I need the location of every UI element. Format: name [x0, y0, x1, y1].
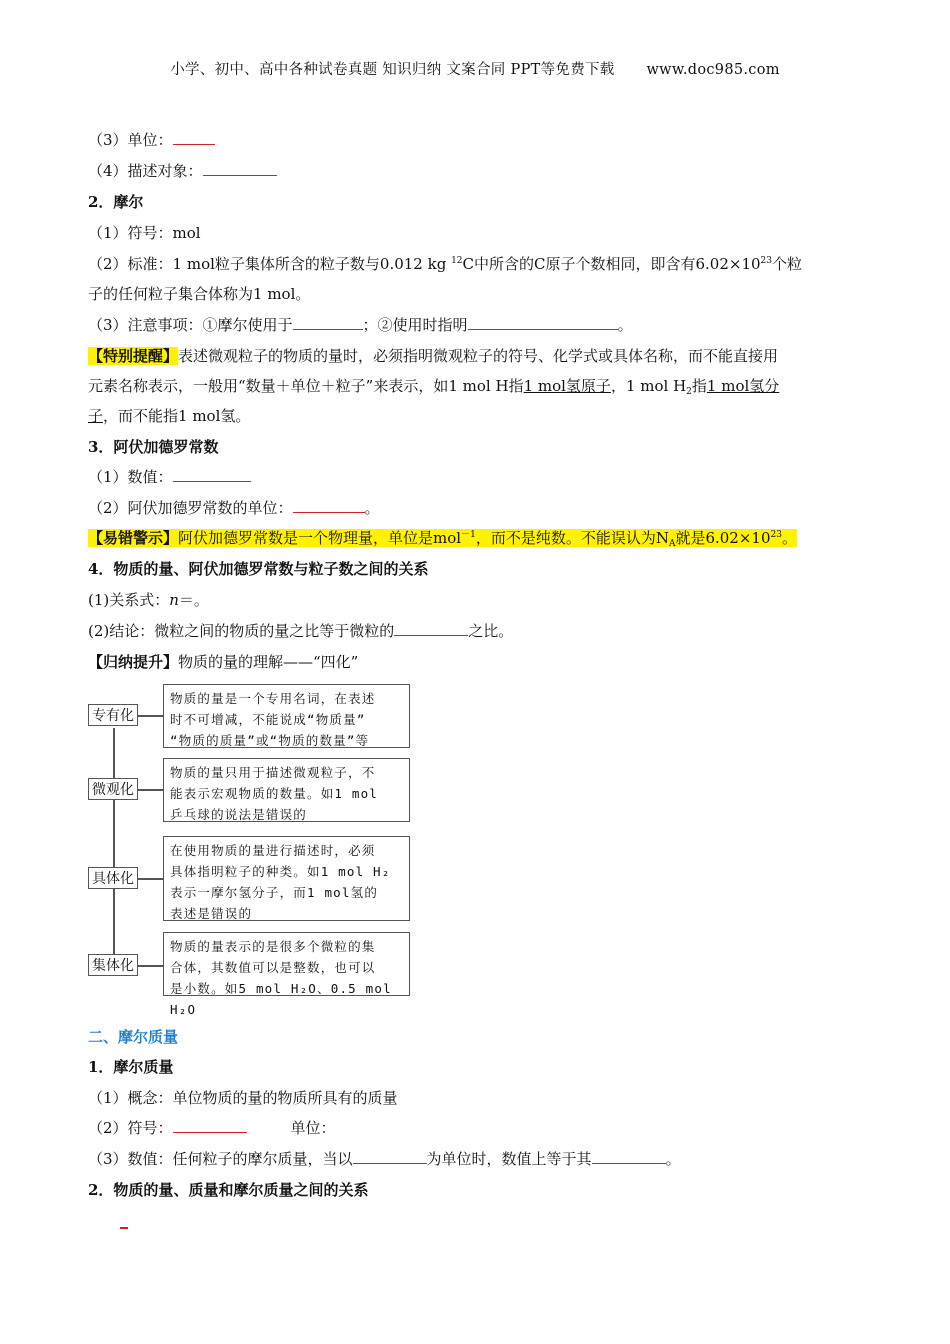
- mole-standard-line2: 子的任何粒子集合体称为1 mol。: [88, 285, 311, 303]
- box-specialized: 物质的量是一个专用名词，在表述 时不可增减，不能说成“物质量” “物质的质量”或“物质的数量”等: [163, 684, 410, 748]
- special-reminder: 【特别提醒】表述微观粒子的物质的量时，必须指明微观粒子的符号、化学式或具体名称，而不能直接用: [88, 347, 779, 365]
- relation-formula: (1)关系式：n＝。: [88, 591, 209, 609]
- answer-blank[interactable]: [592, 1149, 666, 1164]
- summary-heading: 【归纳提升】物质的量的理解——“四化”: [88, 653, 359, 671]
- answer-blank[interactable]: [353, 1149, 427, 1164]
- mole-standard: （2）标准：1 mol粒子集体所含的粒子数与0.012 kg $^{12}$C中所含的C原子个数相同，即含有$6.02\times 10^{23}$个粒: [88, 255, 803, 273]
- answer-blank[interactable]: [293, 498, 365, 513]
- relation-conclusion: (2)结论：微粒之间的物质的量之比等于微粒的 之比。: [88, 622, 514, 640]
- molar-mass-symbol: （2）符号： 单位：: [88, 1119, 336, 1137]
- molar-mass-relation-title: 2．物质的量、质量和摩尔质量之间的关系: [88, 1181, 369, 1199]
- answer-blank[interactable]: [173, 130, 215, 145]
- box-concrete: 在使用物质的量进行描述时，必须 具体指明粒子的种类。如1 mol H₂ 表示一摩尔氢分子，而1 mol氢的 表述是错误的: [163, 836, 410, 921]
- tag-concrete: 具体化: [88, 867, 138, 889]
- answer-blank[interactable]: [173, 1118, 247, 1133]
- answer-blank[interactable]: [293, 315, 363, 330]
- avogadro-value: （1）数值：: [88, 467, 251, 487]
- header-text: 小学、初中、高中各种试卷真题 知识归纳 文案合同 PPT等免费下载: [170, 62, 615, 78]
- unit-line: （3）单位：: [88, 130, 215, 150]
- mole-symbol: （1）符号：mol: [88, 224, 201, 242]
- tag-specialized: 专有化: [88, 704, 138, 726]
- avogadro-title: 3．阿伏加德罗常数: [88, 438, 219, 456]
- special-reminder-line3: 子，而不能指1 mol氢。: [88, 407, 251, 425]
- answer-blank[interactable]: [203, 161, 277, 176]
- section-title-molar-mass: 二、摩尔质量: [88, 1028, 179, 1046]
- molar-mass-title: 1．摩尔质量: [88, 1058, 174, 1076]
- object-line: （4）描述对象：: [88, 161, 277, 181]
- header-url: www.doc985.com: [646, 62, 780, 78]
- avogadro-unit: （2）阿伏加德罗常数的单位： 。: [88, 499, 380, 517]
- box-microscopic: 物质的量只用于描述微观粒子，不 能表示宏观物质的数量。如1 mol 乒乓球的说法是错误的: [163, 758, 410, 822]
- molar-mass-value: （3）数值：任何粒子的摩尔质量，当以 为单位时，数值上等于其 。: [88, 1150, 681, 1168]
- four-aspects-diagram: [88, 684, 418, 1017]
- error-warning: 【易错警示】阿伏加德罗常数是一个物理量，单位是mol$^{-1}$，而不是纯数。不能误认为$N_A$就是$6.02\times 10^{23}$。: [88, 529, 797, 549]
- mole-notes: （3）注意事项：①摩尔使用于 ；②使用时指明 。: [88, 316, 633, 334]
- answer-blank[interactable]: [394, 621, 468, 636]
- box-collective: 物质的量表示的是很多个微粒的集 合体，其数值可以是整数，也可以 是小数。如5 mol H₂O、0.5 mol H₂O: [163, 932, 410, 996]
- molar-mass-concept: （1）概念：单位物质的量的物质所具有的质量: [88, 1089, 398, 1107]
- answer-blank[interactable]: [173, 467, 251, 482]
- connector-line: [113, 728, 115, 964]
- answer-blank[interactable]: [468, 315, 618, 330]
- answer-blank[interactable]: [120, 1227, 128, 1229]
- tag-microscopic: 微观化: [88, 778, 138, 800]
- page-header: [0, 58, 950, 79]
- tag-collective: 集体化: [88, 954, 138, 976]
- relation-title: 4．物质的量、阿伏加德罗常数与粒子数之间的关系: [88, 560, 429, 578]
- mole-title: 2．摩尔: [88, 193, 144, 211]
- special-reminder-line2: 元素名称表示，一般用“数量＋单位＋粒子”来表示，如1 mol H指1 mol氢原子，1 mol $H_2$指1 mol氢分: [88, 377, 780, 397]
